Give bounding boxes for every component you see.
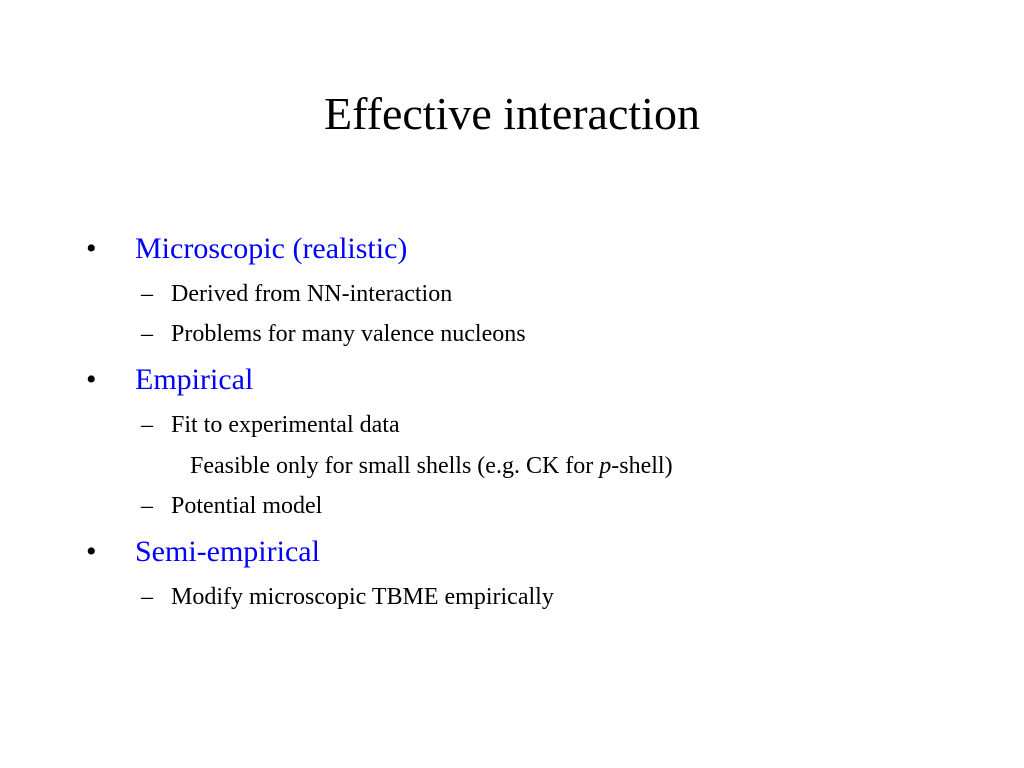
- continuation-text-end: -shell): [611, 453, 673, 479]
- dash-marker: –: [141, 584, 153, 610]
- dash-marker: –: [141, 412, 153, 438]
- bullet-marker: •: [86, 232, 97, 265]
- sub-item-text: Modify microscopic TBME empirically: [171, 584, 554, 610]
- bullet-marker: •: [86, 535, 97, 568]
- italic-p: p: [599, 453, 612, 479]
- sub-item-problems: [0, 314, 1024, 354]
- bullet-text: Semi-empirical: [135, 535, 320, 568]
- bullet-item-microscopic: [0, 229, 1024, 269]
- dash-marker: –: [141, 281, 153, 307]
- sub-item-text: Derived from NN-interaction: [171, 281, 453, 307]
- sub-item-text: Fit to experimental data: [171, 412, 400, 438]
- sub-item-text: Potential model: [171, 493, 323, 519]
- bullet-text: Empirical: [135, 363, 254, 396]
- continuation-line-feasible: [0, 446, 1024, 486]
- bullet-item-semi-empirical: [0, 532, 1024, 572]
- sub-item-potential: [0, 486, 1024, 526]
- sub-item-modify: [0, 577, 1024, 617]
- sub-item-text: Problems for many valence nucleons: [171, 321, 526, 347]
- continuation-text: [190, 446, 673, 486]
- bullet-item-empirical: [0, 360, 1024, 400]
- continuation-text-start: Feasible only for small shells (e.g. CK for: [190, 453, 600, 479]
- sub-item-fit: [0, 405, 1024, 445]
- bullet-text: Microscopic (realistic): [135, 232, 408, 265]
- sub-item-derived: [0, 274, 1024, 314]
- slide-title: Effective interaction: [324, 88, 700, 139]
- bullet-marker: •: [86, 363, 97, 396]
- dash-marker: –: [141, 493, 153, 519]
- dash-marker: –: [141, 321, 153, 347]
